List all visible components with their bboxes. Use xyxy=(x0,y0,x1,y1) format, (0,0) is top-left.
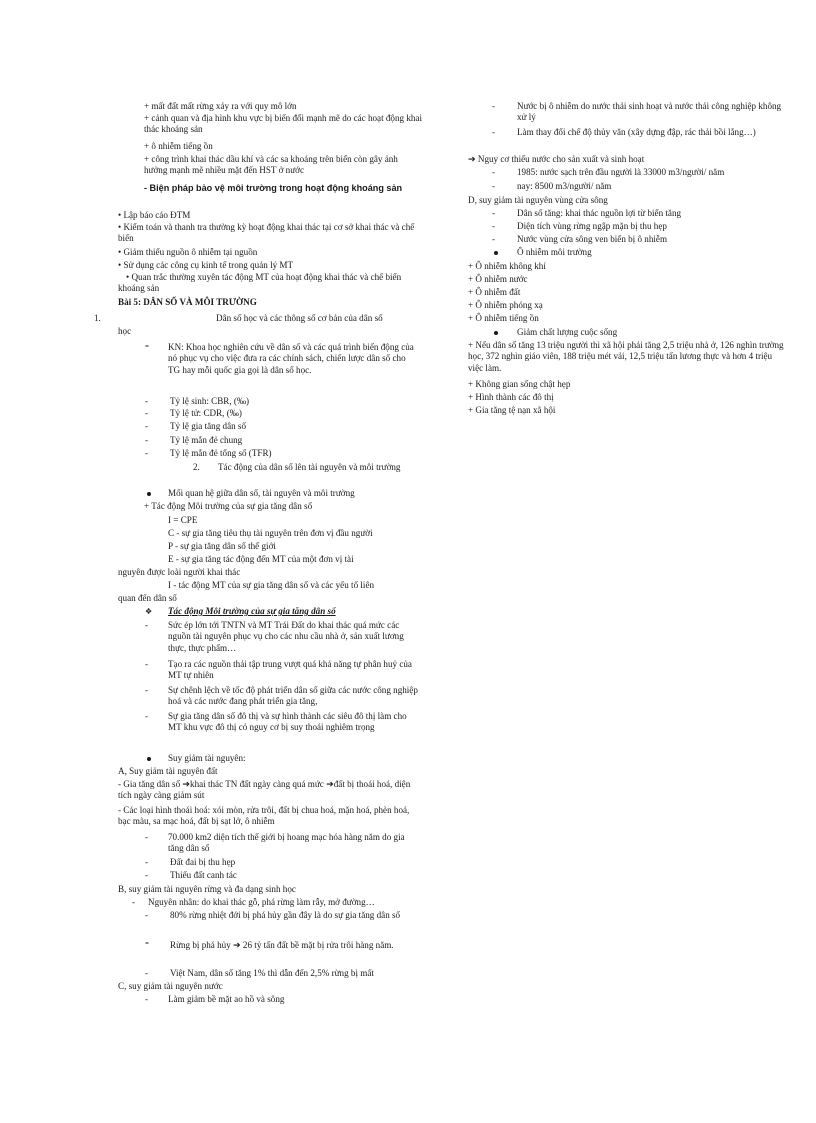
dash-marker: - xyxy=(145,935,149,949)
sub-heading: D, suy giảm tài nguyên vùng cửa sông xyxy=(468,195,608,205)
text-span: khai thác TN đất ngày càng quá mức xyxy=(190,779,327,789)
formula-def: quan đến dân số xyxy=(118,593,177,603)
dash-marker: - xyxy=(145,338,149,352)
formula-def: C - sự gia tăng tiêu thụ tài nguyên trên đơn vị đầu người xyxy=(168,528,373,538)
dash-marker: - xyxy=(492,167,496,177)
dash-marker: - xyxy=(145,421,149,431)
bullet-item: • Giảm thiểu nguồn ô nhiễm tại nguồn xyxy=(118,247,258,257)
dash-marker: - xyxy=(145,711,149,721)
list-item: Nước bị ô nhiễm do nước thải sinh hoạt và nước thải công nghiệp không xử lý xyxy=(517,101,782,123)
text-line: + ô nhiễm tiếng ồn xyxy=(144,141,213,151)
rate-item: Tỷ lệ mắn đẻ chung xyxy=(170,435,243,445)
dash-marker: - xyxy=(145,832,149,842)
text-line: + công trình khai thác dầu khí và các sa khoáng trên biển còn gây ảnh hưởng mạnh mẽ nhiều mặt đến HST ở nước xyxy=(144,154,398,176)
dash-marker: - xyxy=(145,448,149,458)
list-item xyxy=(170,940,420,951)
dash-marker: - xyxy=(492,127,496,137)
text-line: + Ô nhiễm nước xyxy=(468,274,528,284)
dash-marker: - xyxy=(145,659,149,669)
sub-heading: C, suy giảm tài nguyên nước xyxy=(118,981,223,991)
text-span: - Gia tăng dân số xyxy=(118,779,183,789)
list-item: 70.000 km2 diện tích thế giới bị hoang mạc hóa hàng năm do gia tăng dân số xyxy=(168,832,405,854)
text-line: + Ô nhiễm đất xyxy=(468,287,521,297)
bullet-item: Suy giảm tài nguyên: xyxy=(168,753,246,763)
text-line: + Gia tăng tệ nạn xã hội xyxy=(468,405,556,415)
formula-def: P - sự gia tăng dân số thế giới xyxy=(168,541,276,551)
formula-def: E - sự gia tăng tác động đến MT của một đơn vị tài xyxy=(168,554,354,564)
rate-item: Tỷ lệ mắn đẻ tổng số (TFR) xyxy=(170,448,272,458)
text-line: + Nếu dân số tăng 13 triệu người thì xã hội phải tăng 2,5 triệu nhà ở, 126 nghìn trường học, 372 nghìn giáo viên, 188 triệu mét vải, 12,5 triệu tấn lương thực và hơn 4 triệu việc làm. xyxy=(468,340,784,373)
rate-item: Tỷ lệ sinh: CBR, (‰) xyxy=(170,396,250,406)
text-line: + Ô nhiễm không khí xyxy=(468,261,546,271)
text-line: + mất đất mất rừng xảy ra với quy mô lớn xyxy=(144,101,297,111)
dash-marker: - xyxy=(492,101,496,111)
list-item: nay: 8500 m3/người/ năm xyxy=(517,181,612,191)
impact-item: Sự gia tăng dân số đô thị và sự hình thành các siêu đô thị làm cho MT khu vực đô thị có nguy cơ bị suy thoái nghiêm trọng xyxy=(168,711,407,733)
dash-marker: - xyxy=(145,408,149,418)
list-item: Diện tích vùng rừng ngập mặn bị thu hẹp xyxy=(517,221,667,231)
bullet-dot xyxy=(494,331,498,335)
text-line xyxy=(118,779,418,802)
arrow-icon: ➔ xyxy=(468,154,476,164)
text-line: + Tác động Môi trường của sự gia tăng dân số xyxy=(144,501,313,511)
section-heading: Tác động của dân số lên tài nguyên và môi trường xyxy=(218,462,401,472)
dash-marker: - xyxy=(145,870,149,880)
impact-item: Tạo ra các nguồn thải tập trung vượt quá khả năng tự phân huỷ của MT tự nhiên xyxy=(168,659,412,681)
dash-marker: - xyxy=(145,685,149,695)
list-item: Nguyên nhân: do khai thác gỗ, phá rừng làm rẫy, mở đường… xyxy=(148,897,375,907)
rate-item: Tỷ lệ tử: CDR, (‰) xyxy=(170,408,242,418)
list-item: 80% rừng nhiệt đới bị phá hủy gần đây là do sự gia tăng dân số xyxy=(170,910,401,920)
dash-marker: - xyxy=(492,234,496,244)
definition: KN: Khoa học nghiên cứu về dân số và các quá trình biến động của nó phục vụ cho việc đưa ra các chính sách, chiến lược dân số cho TG hay mỗi quốc gia gọi là dân số học. xyxy=(168,342,414,375)
dash-marker: - xyxy=(492,208,496,218)
list-item: Làm giảm bề mặt ao hồ và sông xyxy=(168,994,285,1004)
dash-marker: - xyxy=(145,620,149,630)
formula: I = CPE xyxy=(168,515,198,525)
rate-item: Tỷ lệ gia tăng dân số xyxy=(170,421,247,431)
bullet-dot xyxy=(494,251,498,255)
dash-marker: - xyxy=(145,857,149,867)
dash-marker: - xyxy=(132,897,136,907)
measures-heading: - Biện pháp bảo vệ môi trường trong hoạt động khoáng sản xyxy=(144,183,403,193)
bullet-item: • Sử dụng các công cụ kinh tế trong quản lý MT xyxy=(118,260,294,270)
bullet-item: • Lập báo cáo ĐTM xyxy=(118,210,191,220)
sub-heading: A, Suy giảm tài nguyên đất xyxy=(118,766,218,776)
list-item: 1985: nước sạch trên đầu người là 33000 m3/người/ năm xyxy=(517,167,725,177)
list-item: Dân số tăng: khai thác nguồn lợi từ biển tăng xyxy=(517,208,682,218)
text-span: 26 tỷ tấn đất bề mặt bị rửa trôi hàng năm. xyxy=(240,940,394,950)
text-line: + Ô nhiễm phóng xạ xyxy=(468,300,543,310)
text-line: + Ô nhiễm tiếng ồn xyxy=(468,313,539,323)
list-item: Việt Nam, dân số tăng 1% thì dẫn đến 2,5% rừng bị mất xyxy=(170,968,374,978)
arrow-icon: ➔ xyxy=(182,779,191,789)
text-line: + Hình thành các đô thị xyxy=(468,392,554,402)
impact-heading: Tác động Môi trường của sự gia tăng dân số xyxy=(168,606,336,616)
impact-item: Sức ép lớn tới TNTN và MT Trái Đất do khai thác quá mức các nguồn tài nguyên phục vụ cho các nhu cầu nhà ở, sản xuất lương thực, thực phẩm… xyxy=(168,620,404,653)
dash-marker: - xyxy=(145,994,149,1004)
section-heading: Dân số học và các thông số cơ bản của dân số xyxy=(216,313,383,323)
bullet-item: Mối quan hệ giữa dân số, tài nguyên và môi trường xyxy=(168,488,355,498)
bullet-item: • Kiểm toán và thanh tra thường kỳ hoạt động khai thác tại cơ sở khai thác và chế biến xyxy=(118,222,415,244)
section-heading-cont: học xyxy=(118,326,132,336)
list-item: Làm thay đổi chế độ thủy văn (xây dựng đập, rác thải bồi lắng…) xyxy=(517,127,756,137)
dash-marker: - xyxy=(492,181,496,191)
text-line xyxy=(468,154,788,165)
diamond-icon: ❖ xyxy=(145,607,153,616)
list-item: Đất đai bị thu hẹp xyxy=(170,857,236,867)
text-span: Nguy cơ thiếu nước cho sản xuất và sinh hoạt xyxy=(475,154,645,164)
list-item: Nước vùng cửa sông ven biển bị ô nhiễm xyxy=(517,234,668,244)
sub-heading: B, suy giảm tài nguyên rừng và đa dạng sinh học xyxy=(118,884,296,894)
bullet-dot xyxy=(147,492,151,496)
dash-marker: - xyxy=(145,435,149,445)
text-line: - Các loại hình thoái hoá: xói mòn, rửa trôi, đất bị chua hoá, mặn hoá, phèn hoá, bạc màu, sa mạc hoá, đất bị sạt lở, ô nhiễm xyxy=(118,805,410,827)
text-line: + Không gian sống chật hẹp xyxy=(468,379,571,389)
list-number: 2. xyxy=(193,462,200,472)
dash-marker: - xyxy=(145,910,149,920)
lesson-title: Bài 5: DÂN SỐ VÀ MÔI TRƯỜNG xyxy=(118,297,257,307)
bullet-item: Giảm chất lượng cuộc sống xyxy=(517,327,618,337)
dash-marker: - xyxy=(145,968,149,978)
arrow-icon: ➔ xyxy=(233,940,241,950)
bullet-dot xyxy=(147,757,151,761)
text-span: Rừng bị phá hủy xyxy=(170,940,234,950)
bullet-item: • Quan trắc thường xuyên tác động MT của hoạt động khai thác và chế biến khoáng sản xyxy=(118,272,402,294)
formula-def: I - tác động MT của sự gia tăng dân số và các yếu tố liên xyxy=(168,580,375,590)
dash-marker: - xyxy=(492,221,496,231)
text-line: + cảnh quan và địa hình khu vực bị biến đổi mạnh mẽ do các hoạt động khai thác khoáng sản xyxy=(144,113,422,135)
arrow-icon: ➔ xyxy=(326,779,334,789)
impact-item: Sự chênh lệch về tốc độ phát triển dân số giữa các nước công nghiệp hoá và các nước đang phát triển gia tăng, xyxy=(168,685,418,707)
dash-marker: - xyxy=(145,396,149,406)
list-number: 1. xyxy=(94,313,101,323)
text-span: đất bị thoái hoá, diện tích ngày càng giảm sút xyxy=(118,779,411,801)
formula-def: nguyên được loài người khai thác xyxy=(118,567,241,577)
bullet-item: Ô nhiễm môi trường xyxy=(517,247,592,257)
list-item: Thiếu đất canh tác xyxy=(170,870,237,880)
